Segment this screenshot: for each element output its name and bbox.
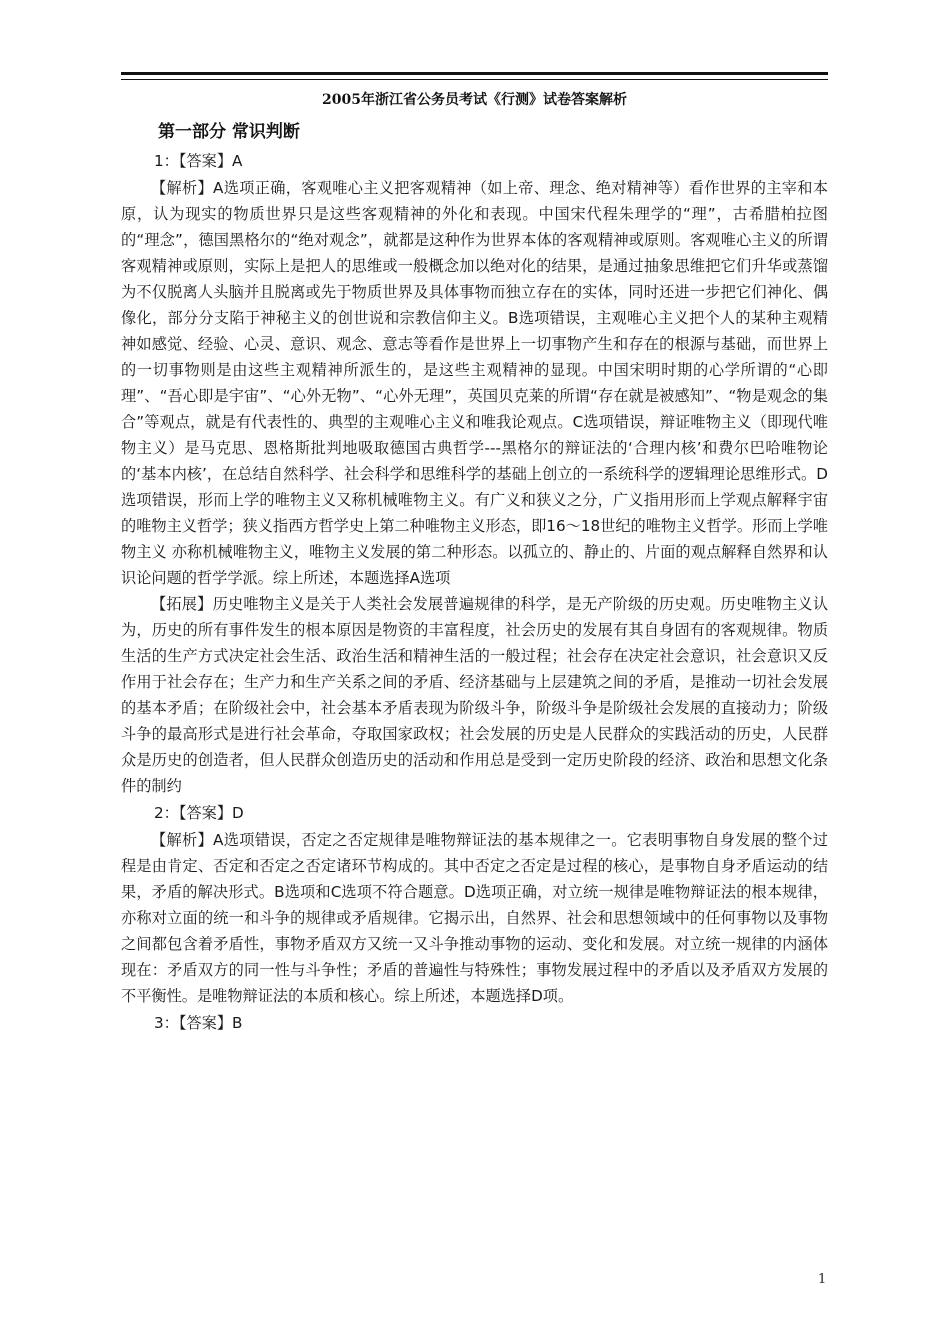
answer-line-q1: 1：【答案】A (154, 152, 243, 170)
extension-paragraph-q1: 【拓展】历史唯物主义是关于人类社会发展普遍规律的科学，是无产阶级的历史观。历史唯物主义认为，历史的所有事件发生的根本原因是物资的丰富程度，社会历史的发展有其自身固有的客观规律。物质生活的生产方式决定社会生活、政治生活和精神生活的一般过程；社会存在决定社会意识，社会意识又反作用于社会存在；生产力和生产关系之间的矛盾、经济基础与上层建筑之间的矛盾，是推动一切社会发展的基本矛盾；在阶级社会中，社会基本矛盾表现为阶级斗争，阶级斗争是阶级社会发展的直接动力；阶级斗争的最高形式是进行社会革命，夺取国家政权；社会发展的历史是人民群众的实践活动的历史，人民群众是历史的创造者，但人民群众创造历史的活动和作用总是受到一定历史阶段的经济、政治和思想文化条件的制约 (121, 595, 828, 795)
header-rule-thick (121, 72, 828, 75)
explanation-paragraph-q1: 【解析】A选项正确，客观唯心主义把客观精神（如上帝、理念、绝对精神等）看作世界的主宰和本原，认为现实的物质世界只是这些客观精神的外化和表现。中国宋代程朱理学的“理”，古希腊柏拉图的“理念”，德国黑格尔的“绝对观念”，就都是这种作为世界本体的客观精神或原则。客观唯心主义的所谓客观精神或原则，实际上是把人的思维或一般概念加以绝对化的结果，是通过抽象思维把它们升华或蒸馏为不仅脱离人头脑并且脱离或先于物质世界及具体事物而独立存在的实体，同时还进一步把它们神化、偶像化，部分分支陷于神秘主义的创世说和宗教信仰主义。B选项错误，主观唯心主义把个人的某种主观精神如感觉、经验、心灵、意识、观念、意志等看作是世界上一切事物产生和存在的根源与基础，而世界上的一切事物则是由这些主观精神所派生的，是这些主观精神的显现。中国宋明时期的心学所谓的“心即理”、“吾心即是宇宙”、“心外无物”、“心外无理”，英国贝克莱的所谓“存在就是被感知”、“物是观念的集合”等观点，就是有代表性的、典型的主观唯心主义和唯我论观点。C选项错误，辩证唯物主义（即现代唯物主义）是马克思、恩格斯批判地吸取德国古典哲学---黑格尔的辩证法的‘合理内核’和费尔巴哈唯物论的‘基本内核’，在总结自然科学、社会科学和思维科学的基础上创立的一系统科学的逻辑理论思维形式。D选项错误，形而上学的唯物主义又称机械唯物主义。有广义和狭义之分，广义指用形而上学观点解释宇宙的唯物主义哲学；狭义指西方哲学史上第二种唯物主义形态，即16～18世纪的唯物主义哲学。形而上学唯物主义 亦称机械唯物主义，唯物主义发展的第二种形态。以孤立的、静止的、片面的观点解释自然界和认识论问题的哲学学派。综上所述，本题选择A选项 (121, 179, 828, 587)
header-rule-thin (121, 79, 828, 80)
answer-line-q2: 2：【答案】D (154, 804, 244, 822)
answer-line-q3: 3：【答案】B (154, 1014, 243, 1032)
document-body (121, 147, 828, 1037)
page-number: 1 (818, 1272, 827, 1287)
section-heading: 第一部分 常识判断 (158, 122, 300, 142)
document-title: 2005年浙江省公务员考试《行测》试卷答案解析 (322, 92, 627, 108)
explanation-paragraph-q2: 【解析】A选项错误，否定之否定规律是唯物辩证法的基本规律之一。它表明事物自身发展的整个过程是由肯定、否定和否定之否定诸环节构成的。其中否定之否定是过程的核心，是事物自身矛盾运动的结果，矛盾的解决形式。B选项和C选项不符合题意。D选项正确，对立统一规律是唯物辩证法的根本规律，亦称对立面的统一和斗争的规律或矛盾规律。它揭示出，自然界、社会和思想领域中的任何事物以及事物之间都包含着矛盾性，事物矛盾双方又统一又斗争推动事物的运动、变化和发展。对立统一规律的内涵体现在：矛盾双方的同一性与斗争性；矛盾的普遍性与特殊性；事物发展过程中的矛盾以及矛盾双方发展的不平衡性。是唯物辩证法的本质和核心。综上所述，本题选择D项。 (121, 831, 828, 1005)
